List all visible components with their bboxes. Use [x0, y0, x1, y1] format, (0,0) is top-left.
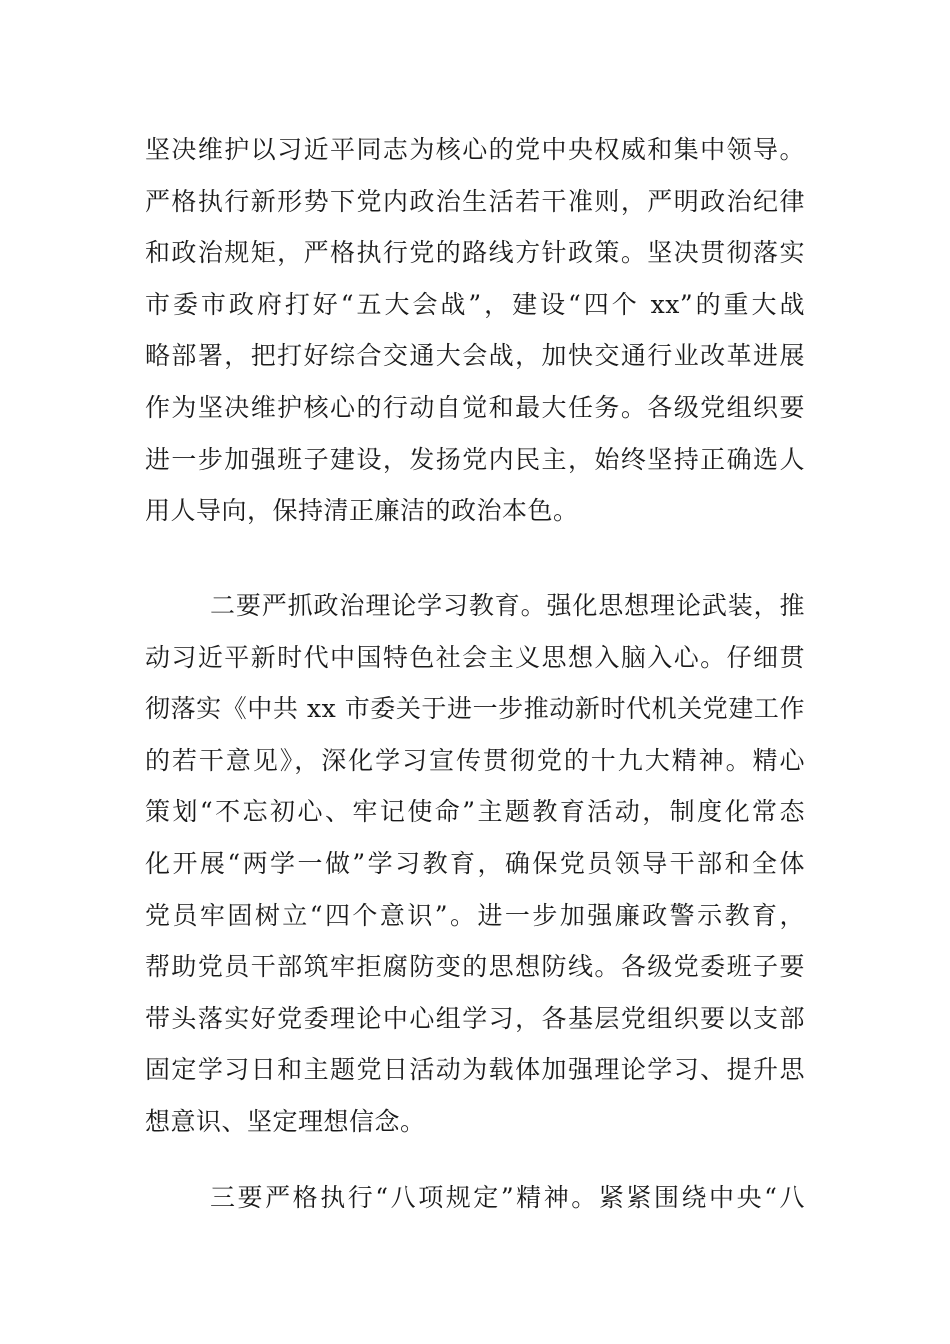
paragraph-line: 策划“不忘初心、牢记使命”主题教育活动，制度化常态: [145, 797, 805, 827]
paragraph-line: 彻落实《中共 xx 市委关于进一步推动新时代机关党建工作: [145, 694, 805, 724]
paragraph-line: 严格执行新形势下党内政治生活若干准则，严明政治纪律: [145, 186, 805, 216]
paragraph-line: 坚决维护以习近平同志为核心的党中央权威和集中领导。: [145, 135, 805, 164]
paragraph-line: 的若干意见》，深化学习宣传贯彻党的十九大精神。精心: [145, 745, 805, 775]
paragraph-line: 带头落实好党委理论中心组学习，各基层党组织要以支部: [145, 1003, 805, 1033]
paragraph-line: 固定学习日和主题党日活动为载体加强理论学习、提升思: [145, 1055, 805, 1085]
paragraph-line: 动习近平新时代中国特色社会主义思想入脑入心。仔细贯: [145, 642, 805, 672]
paragraph-2: [145, 580, 805, 1148]
paragraph-line: 和政治规矩，严格执行党的路线方针政策。坚决贯彻落实: [145, 238, 805, 268]
paragraph-1: [145, 124, 805, 537]
paragraph-line: 市委市政府打好“五大会战”，建设“四个 xx”的重大战: [145, 289, 805, 319]
paragraph-line: 党员牢固树立“四个意识”。进一步加强廉政警示教育，: [145, 900, 805, 930]
paragraph-line: 三要严格执行“八项规定”精神。紧紧围绕中央“八: [210, 1183, 805, 1212]
paragraph-line: 二要严抓政治理论学习教育。强化思想理论武装，推: [210, 591, 805, 620]
paragraph-line: 进一步加强班子建设，发扬党内民主，始终坚持正确选人: [145, 444, 805, 474]
paragraph-line: 帮助党员干部筑牢拒腐防变的思想防线。各级党委班子要: [145, 952, 805, 982]
paragraph-line: 作为坚决维护核心的行动自觉和最大任务。各级党组织要: [145, 392, 805, 422]
paragraph-line: 略部署，把打好综合交通大会战，加快交通行业改革进展: [145, 341, 805, 371]
paragraph-line: 想意识、坚定理想信念。: [145, 1106, 426, 1136]
paragraph-line: 用人导向，保持清正廉洁的政治本色。: [145, 496, 579, 526]
paragraph-3: [145, 1172, 805, 1224]
paragraph-line: 化开展“两学一做”学习教育，确保党员领导干部和全体: [145, 848, 805, 878]
